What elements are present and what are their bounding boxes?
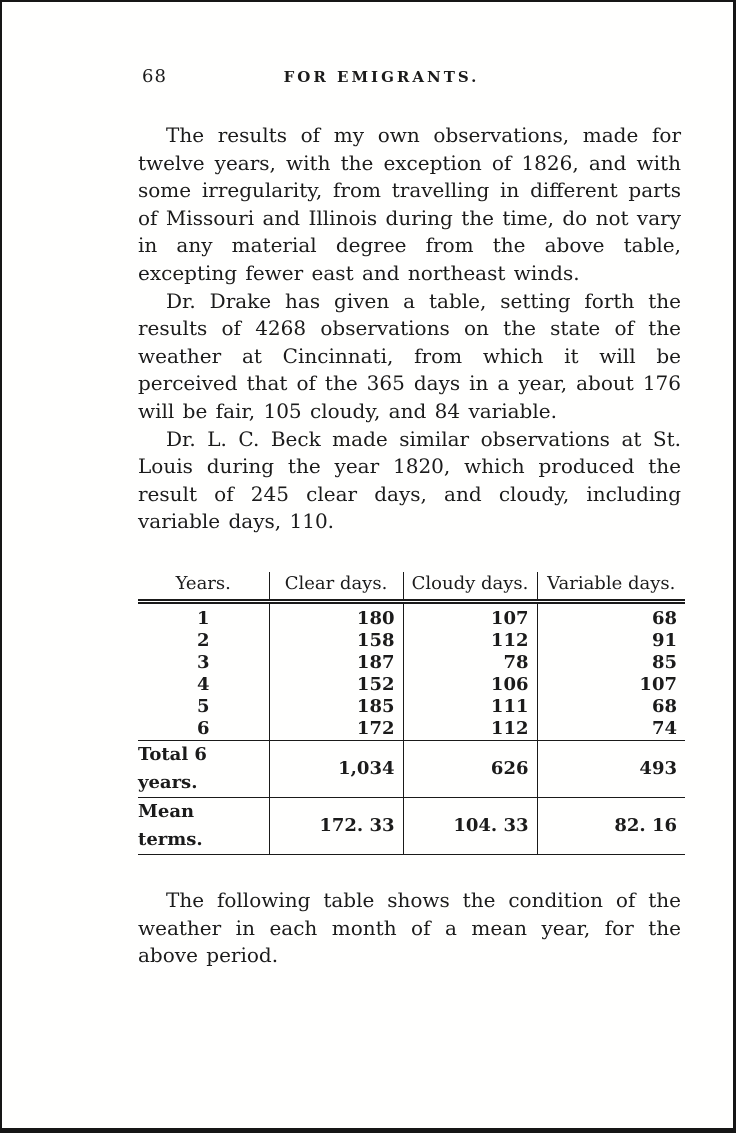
table-cell: 158 <box>269 630 403 652</box>
paragraph-observations: The results of my own observations, made for twelve years, with the exception of 1826, and with some irregularity, from travelling in different parts of Missouri and Illinois during the time, do not vary in any material degree from the above table, excepting fewer east and northeast winds. <box>138 123 681 285</box>
table-cell: Mean terms. <box>138 797 269 854</box>
paragraph-dr-beck: Dr. L. C. Beck made similar observations at St. Louis during the year 1820, which produced the result of 245 clear days, and cloudy, including variable days, 110. <box>138 426 681 534</box>
table-cell: 112 <box>403 718 537 741</box>
table-cell: 4 <box>196 673 210 695</box>
table-cell: 1,034 <box>269 740 403 797</box>
table-row <box>138 601 685 630</box>
weather-observations-table <box>138 572 685 855</box>
table-row <box>138 674 685 696</box>
table-cell: 185 <box>269 696 403 718</box>
table-cell: Total 6 years. <box>138 740 269 797</box>
table-cell: 172. 33 <box>269 797 403 854</box>
table-cell: 111 <box>403 696 537 718</box>
page-content <box>2 2 733 970</box>
column-header-years: Years. <box>138 572 269 602</box>
table-cell: 180 <box>269 601 403 630</box>
table-cell: 74 <box>537 718 685 741</box>
column-header-variable-days: Variable days. <box>537 572 685 602</box>
table-cell: 107 <box>403 601 537 630</box>
table-total-row <box>138 740 685 797</box>
table-cell: 112 <box>403 630 537 652</box>
table-cell: 1 <box>196 607 210 629</box>
table-cell: 3 <box>196 651 210 673</box>
column-header-clear-days: Clear days. <box>269 572 403 602</box>
paragraph-closing: The following table shows the condition of the weather in each month of a mean year, for the above period. <box>138 887 681 968</box>
paragraph-dr-drake: Dr. Drake has given a table, setting forth the results of 4268 observations on the state of the weather at Cincinnati, from which it will be perceived that of the 365 days in a year, about 176 will be fair, 105 cloudy, and 84 variable. <box>138 288 681 423</box>
table-row <box>138 652 685 674</box>
running-title: FOR EMIGRANTS. <box>283 68 480 86</box>
table-row <box>138 718 685 741</box>
page-number: 68 <box>142 66 167 87</box>
table-cell: 6 <box>196 717 210 739</box>
table-cell: 172 <box>269 718 403 741</box>
table-cell: 68 <box>537 601 685 630</box>
table-cell: 85 <box>537 652 685 674</box>
table-cell: 68 <box>537 696 685 718</box>
table-cell: 152 <box>269 674 403 696</box>
table-cell: 187 <box>269 652 403 674</box>
column-header-cloudy-days: Cloudy days. <box>403 572 537 602</box>
table-row <box>138 696 685 718</box>
table-cell: 5 <box>196 695 210 717</box>
table-cell: 78 <box>403 652 537 674</box>
table-header-row <box>138 572 685 602</box>
table-cell: 82. 16 <box>537 797 685 854</box>
table-mean-row <box>138 797 685 854</box>
running-head <box>138 66 681 92</box>
table-cell: 2 <box>196 629 210 651</box>
table-cell: 107 <box>537 674 685 696</box>
table-cell: 626 <box>403 740 537 797</box>
table-cell: 91 <box>537 630 685 652</box>
table-cell: 104. 33 <box>403 797 537 854</box>
table-cell: 106 <box>403 674 537 696</box>
table-cell: 493 <box>537 740 685 797</box>
table-row <box>138 630 685 652</box>
